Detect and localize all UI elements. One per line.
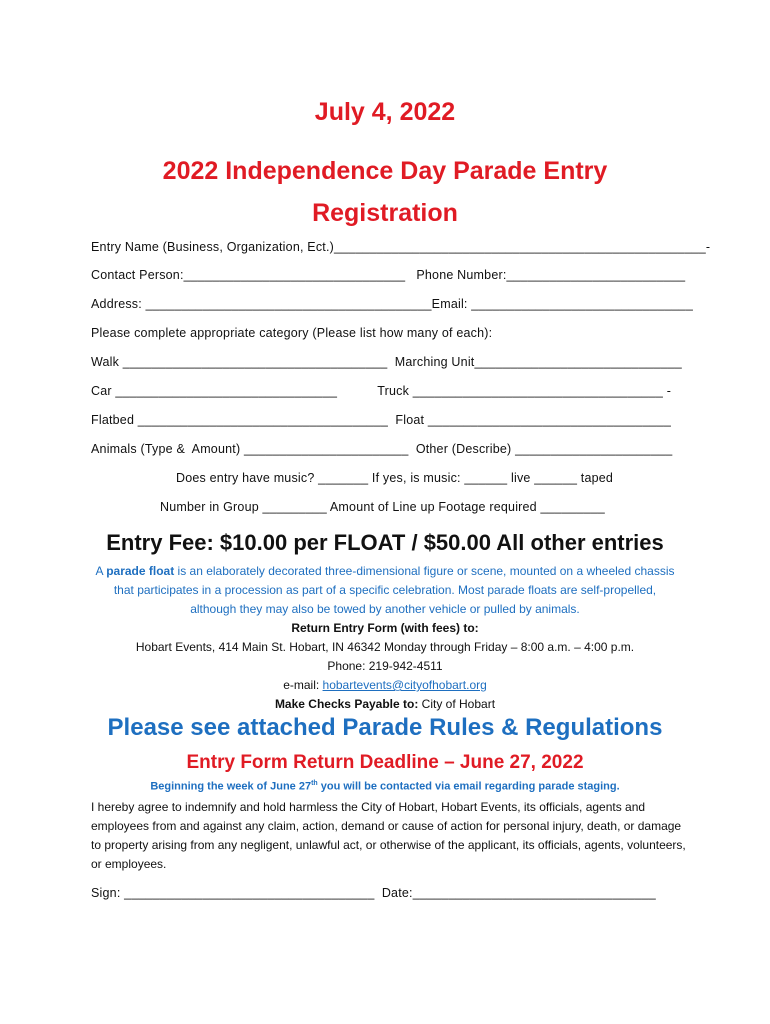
float-description [90,562,680,619]
email-label: e-mail: [283,678,323,692]
car-line[interactable]: Car _______________________________ Truck ___________________________________ - [91,384,672,398]
checks-value: City of Hobart [418,697,496,711]
event-date: July 4, 2022 [314,98,456,126]
return-address: Hobart Events, 414 Main St. Hobart, IN 46342 Monday through Friday – 8:00 a.m. – 4:00 p.m. [135,640,635,654]
animals-line[interactable]: Animals (Type & Amount) _______________________ Other (Describe) ______________________ [91,442,673,456]
signature-line[interactable]: Sign: ___________________________________ Date:__________________________________ [91,886,656,900]
return-info [90,619,680,714]
staging-after: you will be contacted via email regarding parade staging. [317,780,620,793]
walk-line[interactable]: Walk _____________________________________ Marching Unit_____________________________ [91,355,682,369]
return-phone: Phone: 219-942-4511 [327,659,443,673]
deadline-notice: Entry Form Return Deadline – June 27, 2022 [186,752,584,773]
return-email-row [90,676,680,695]
float-desc-rest: is an elaborately decorated three-dimensional figure or scene, mounted on a wheeled chassis that participates in a procession as part of a specific celebration. Most parade floats are self-propelled, although they may also be towed by another vehicle or pulled by animals. [113,564,675,616]
form-title-line2: Registration [312,199,458,227]
float-desc-lead: A [95,564,107,578]
contact-line[interactable]: Contact Person:_______________________________ Phone Number:_________________________ [91,268,686,282]
staging-sup: th [311,780,318,787]
music-line[interactable]: Does entry have music? _______ If yes, is music: ______ live ______ taped [176,471,614,485]
checks-label: Make Checks Payable to: [274,697,419,711]
address-line[interactable]: Address: ________________________________________Email: _______________________________ [91,297,693,311]
float-term: parade float [106,564,175,578]
entry-fee: Entry Fee: $10.00 per FLOAT / $50.00 All other entries [106,530,664,555]
group-line[interactable]: Number in Group _________ Amount of Line up Footage required _________ [160,500,605,514]
indemnity-agreement: I hereby agree to indemnify and hold harmless the City of Hobart, Hobart Events, its officials, agents and employees from and against any claim, action, demand or cause of action for personal injury, death, or damage to property arising from any negligent, unlawful act, or otherwise of the applicant, its officials, agents, volunteers, or employees. [91,800,686,871]
staging-notice [0,780,770,793]
form-title-line1: 2022 Independence Day Parade Entry [162,157,608,185]
form-title [0,150,770,234]
staging-before: Beginning the week of June 27 [150,780,312,793]
rules-notice: Please see attached Parade Rules & Regulations [107,714,663,741]
return-heading: Return Entry Form (with fees) to: [291,621,479,635]
email-link[interactable]: hobartevents@cityofhobart.org [322,678,487,692]
checks-row [90,695,680,714]
entry-name-line[interactable]: Entry Name (Business, Organization, Ect.)____________________________________________________- [91,240,711,254]
category-prompt: Please complete appropriate category (Please list how many of each): [91,326,493,340]
flatbed-line[interactable]: Flatbed ___________________________________ Float __________________________________ [91,413,672,427]
